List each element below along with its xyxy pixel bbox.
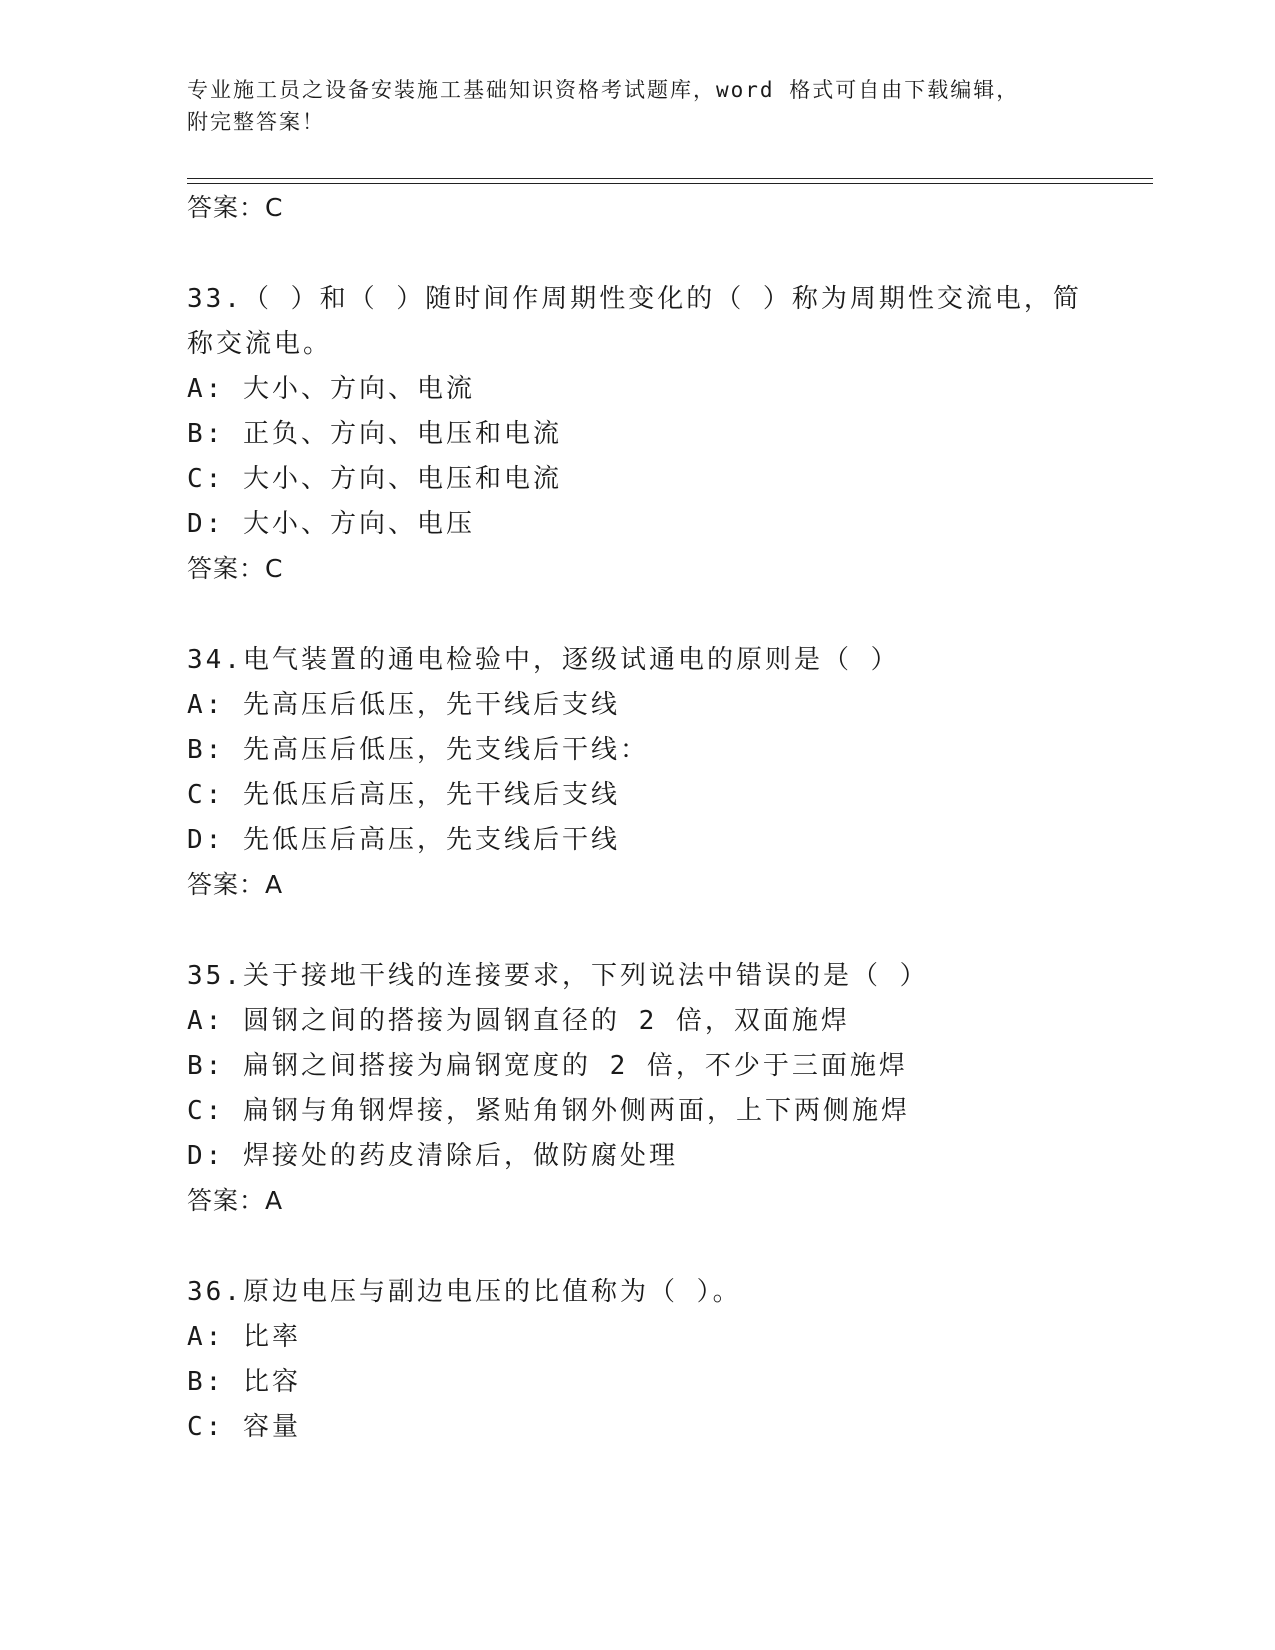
- question-36-option-a: A: 比率: [187, 1322, 301, 1352]
- answer-line: 答案：C: [187, 193, 284, 222]
- question-35-option-b: B: 扁钢之间搭接为扁钢宽度的 2 倍，不少于三面施焊: [187, 1051, 908, 1081]
- question-33-option-a: A: 大小、方向、电流: [187, 374, 475, 404]
- question-33-option-c: C: 大小、方向、电压和电流: [187, 464, 562, 494]
- question-36-option-b: B: 比容: [187, 1367, 301, 1397]
- question-35-option-a: A: 圆钢之间的搭接为圆钢直径的 2 倍，双面施焊: [187, 1006, 850, 1036]
- question-35-option-d: D: 焊接处的药皮清除后，做防腐处理: [187, 1141, 678, 1171]
- question-36-option-c: C: 容量: [187, 1412, 301, 1442]
- document-header: [187, 74, 1087, 138]
- question-33-option-d: D: 大小、方向、电压: [187, 509, 475, 539]
- question-35-stem: 35.关于接地干线的连接要求，下列说法中错误的是（ ）: [187, 961, 929, 991]
- question-33-answer: 答案：C: [187, 554, 284, 583]
- question-34-option-c: C: 先低压后高压，先干线后支线: [187, 780, 620, 810]
- header-line-1: 专业施工员之设备安装施工基础知识资格考试题库，word 格式可自由下载编辑，: [187, 78, 1020, 102]
- question-34-answer: 答案：A: [187, 870, 284, 899]
- question-33-option-b: B: 正负、方向、电压和电流: [187, 419, 562, 449]
- question-34-option-b: B: 先高压后低压，先支线后干线：: [187, 735, 649, 765]
- question-35-answer: 答案：A: [187, 1186, 284, 1215]
- header-line-2: 附完整答案！: [187, 110, 325, 134]
- question-35-option-c: C: 扁钢与角钢焊接，紧贴角钢外侧两面，上下两侧施焊: [187, 1096, 910, 1126]
- question-34-option-a: A: 先高压后低压，先干线后支线: [187, 690, 620, 720]
- question-34-option-d: D: 先低压后高压，先支线后干线: [187, 825, 620, 855]
- question-33-stem-line-2: 称交流电。: [187, 329, 333, 359]
- header-rule-bottom: [187, 183, 1153, 184]
- question-36-stem: 36.原边电压与副边电压的比值称为（ ）。: [187, 1277, 742, 1307]
- question-33-stem-line-1: 33.（ ）和（ ）随时间作周期性变化的（ ）称为周期性交流电，简: [187, 284, 1082, 314]
- question-34-stem: 34.电气装置的通电检验中，逐级试通电的原则是（ ）: [187, 645, 900, 675]
- header-rule-top: [187, 178, 1153, 179]
